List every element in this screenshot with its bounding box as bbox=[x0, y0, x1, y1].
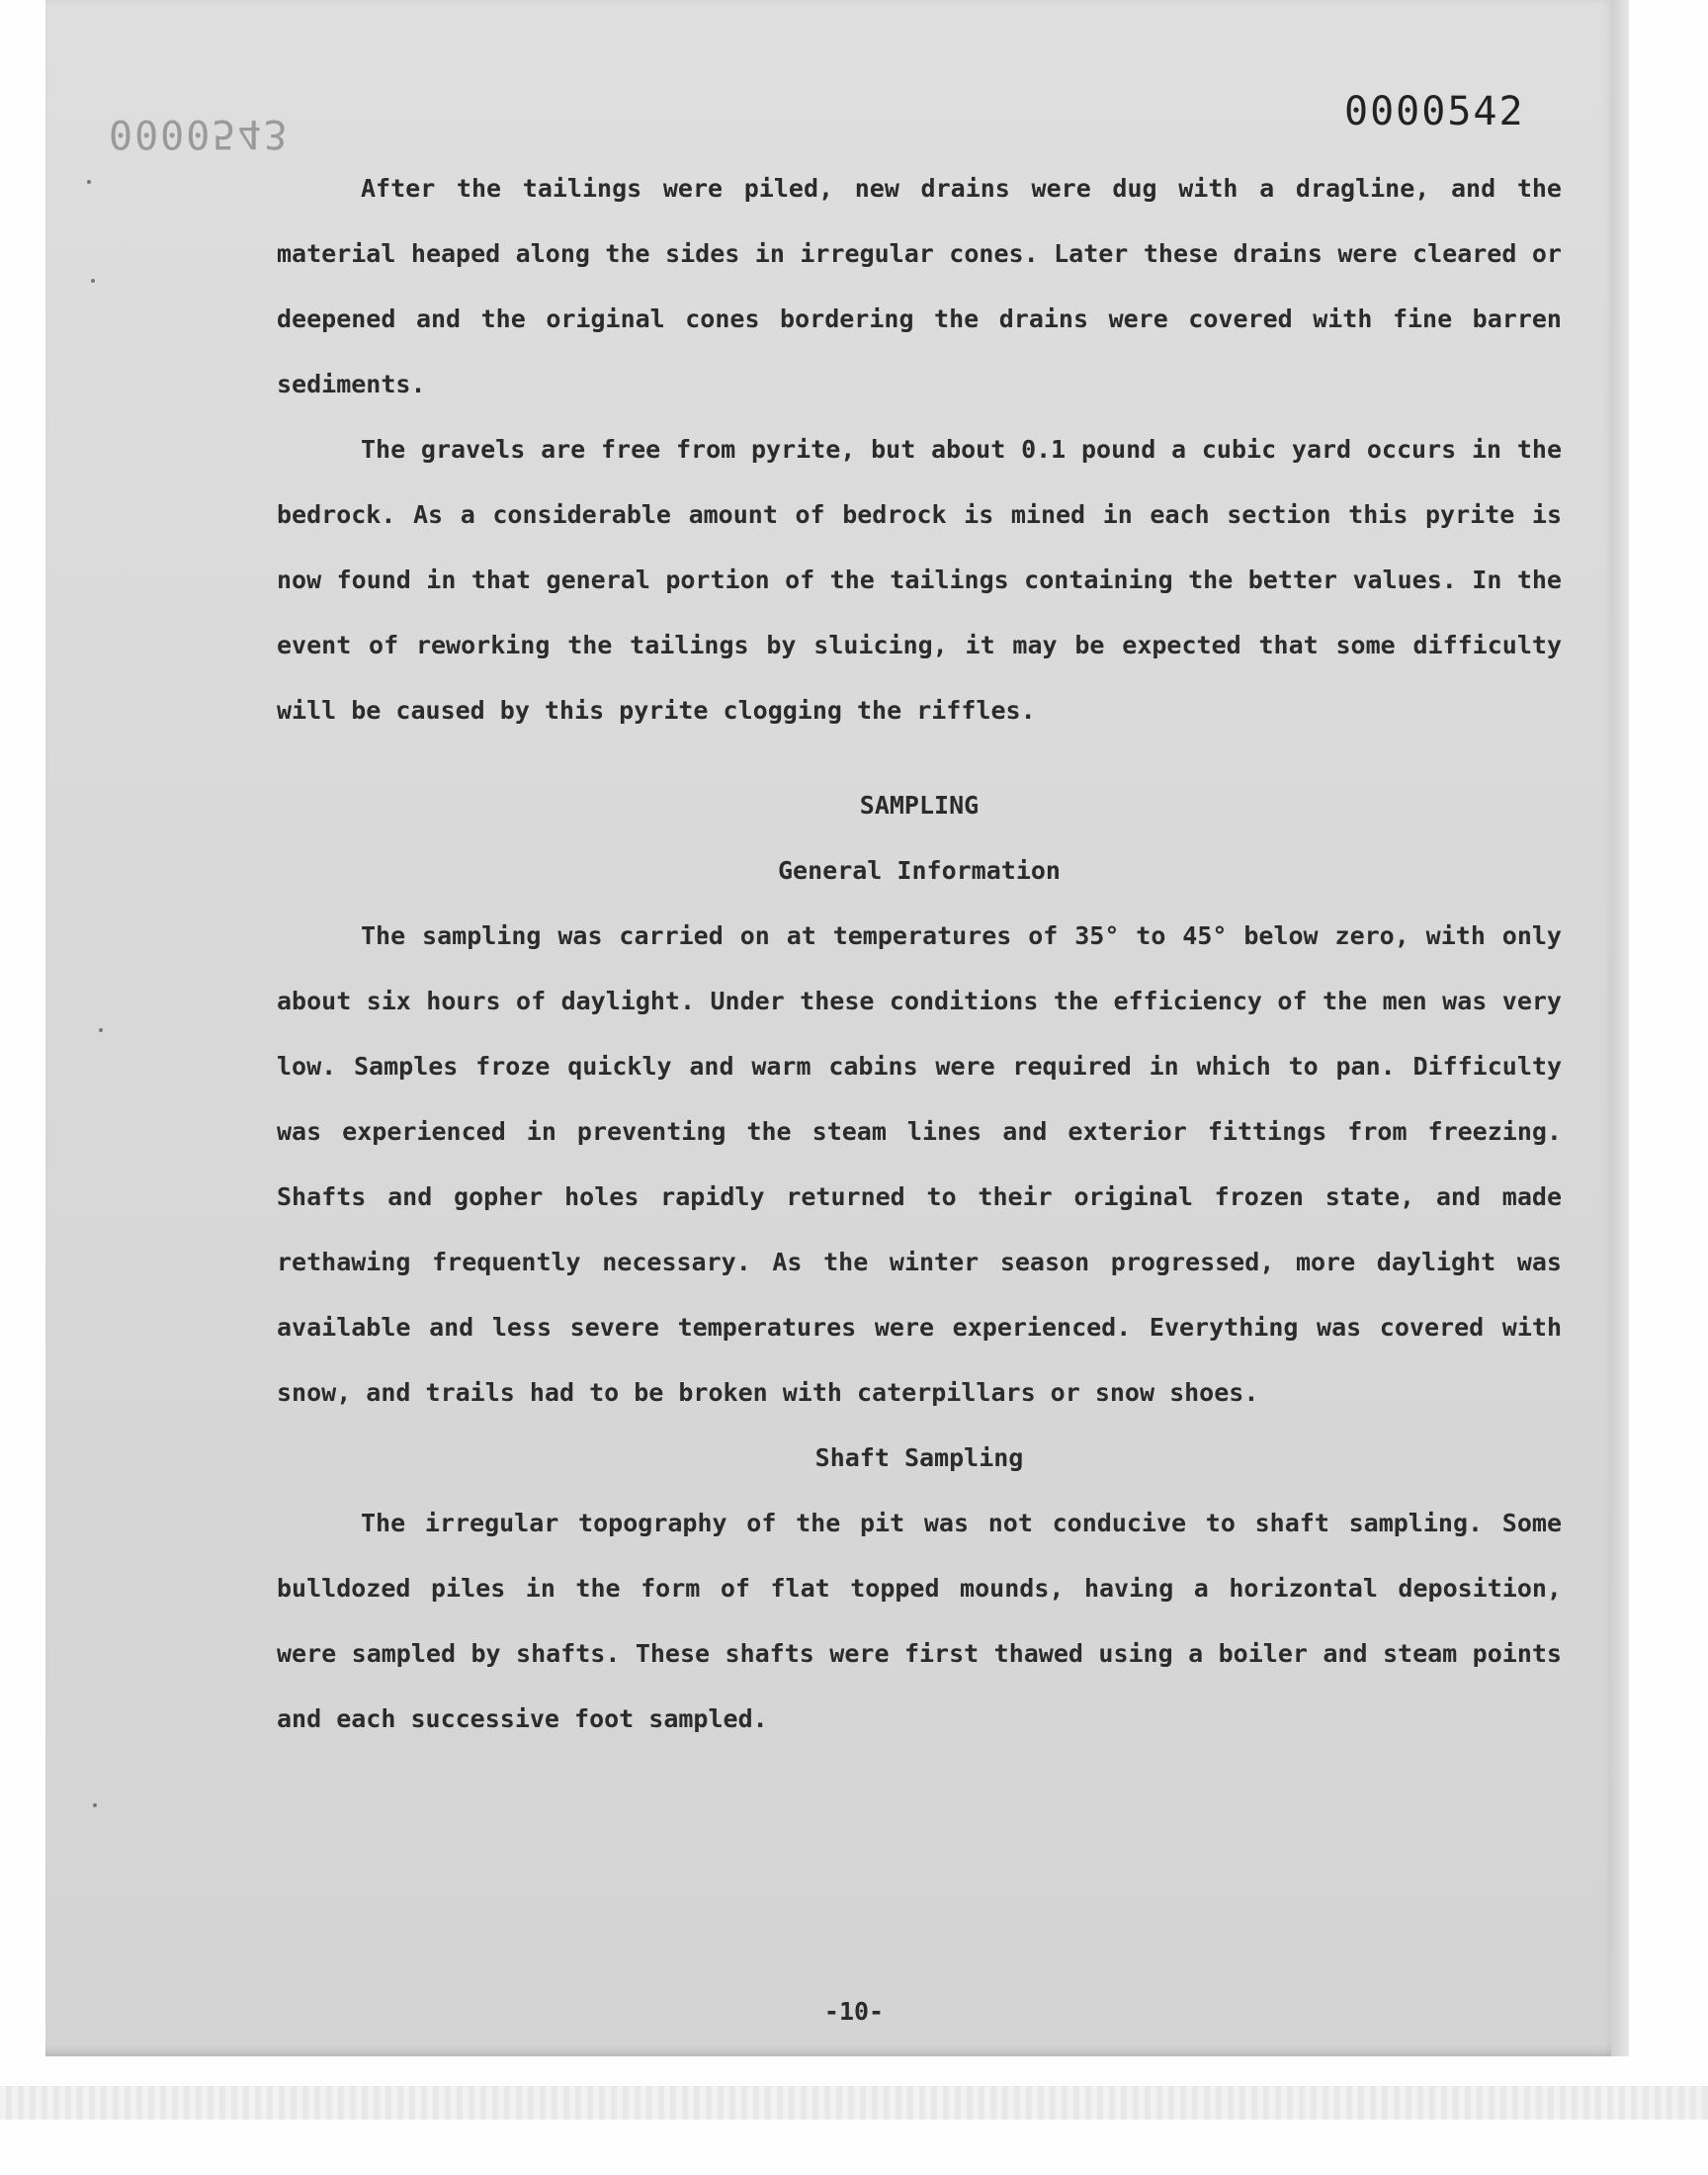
document-body bbox=[277, 156, 1562, 1752]
paragraph-general-information: The sampling was carried on at temperatures of 35° to 45° below zero, with only about six hours of daylight. Under these conditions the efficiency of the men was very low. Samples froze quickly and warm cabins were required in which to pan. Difficulty was experienced in preventing the steam lines and exterior fittings from freezing. Shafts and gopher holes rapidly returned to their original frozen state, and made rethawing frequently necessary. As the winter season progressed, more daylight was available and less severe temperatures were experienced. Everything was covered with snow, and trails had to be broken with caterpillars or snow shoes. bbox=[277, 921, 1562, 1407]
margin-speck bbox=[99, 1028, 103, 1032]
section-heading-sampling: SAMPLING bbox=[859, 791, 980, 820]
paragraph-tailings-drains: After the tailings were piled, new drains were dug with a dragline, and the material heaped along the sides in irregular cones. Later these drains were cleared or deepened and the original cones bordering the drains were covered with fine barren sediments. bbox=[277, 174, 1562, 398]
margin-speck bbox=[91, 279, 95, 283]
margin-speck bbox=[93, 1803, 97, 1807]
subheading-general-information: General Information bbox=[778, 856, 1061, 885]
paragraph-pyrite: The gravels are free from pyrite, but about 0.1 pound a cubic yard occurs in the bedrock. As a considerable amount of bedrock is mined in each section this pyrite is now found in that general portion of the tailings containing the better values. In the event of reworking the tailings by sluicing, it may be expected that some difficulty will be caused by this pyrite clogging the riffles. bbox=[277, 435, 1562, 725]
bleed-through-stamp-number: 0000543 bbox=[109, 111, 290, 156]
page-number: -10- bbox=[823, 1997, 885, 2026]
paragraph-shaft-sampling: The irregular topography of the pit was not conducive to shaft sampling. Some bulldozed piles in the form of flat topped mounds, having a horizontal deposition, were sampled by shafts. These shafts were first thawed using a boiler and steam points and each successive foot sampled. bbox=[277, 1509, 1562, 1733]
margin-speck bbox=[87, 180, 91, 184]
page-edge-shadow bbox=[1611, 0, 1629, 2056]
subheading-shaft-sampling: Shaft Sampling bbox=[814, 1443, 1024, 1472]
document-stamp-number: 0000542 bbox=[1344, 89, 1525, 134]
scanner-bottom-band bbox=[0, 2086, 1708, 2120]
